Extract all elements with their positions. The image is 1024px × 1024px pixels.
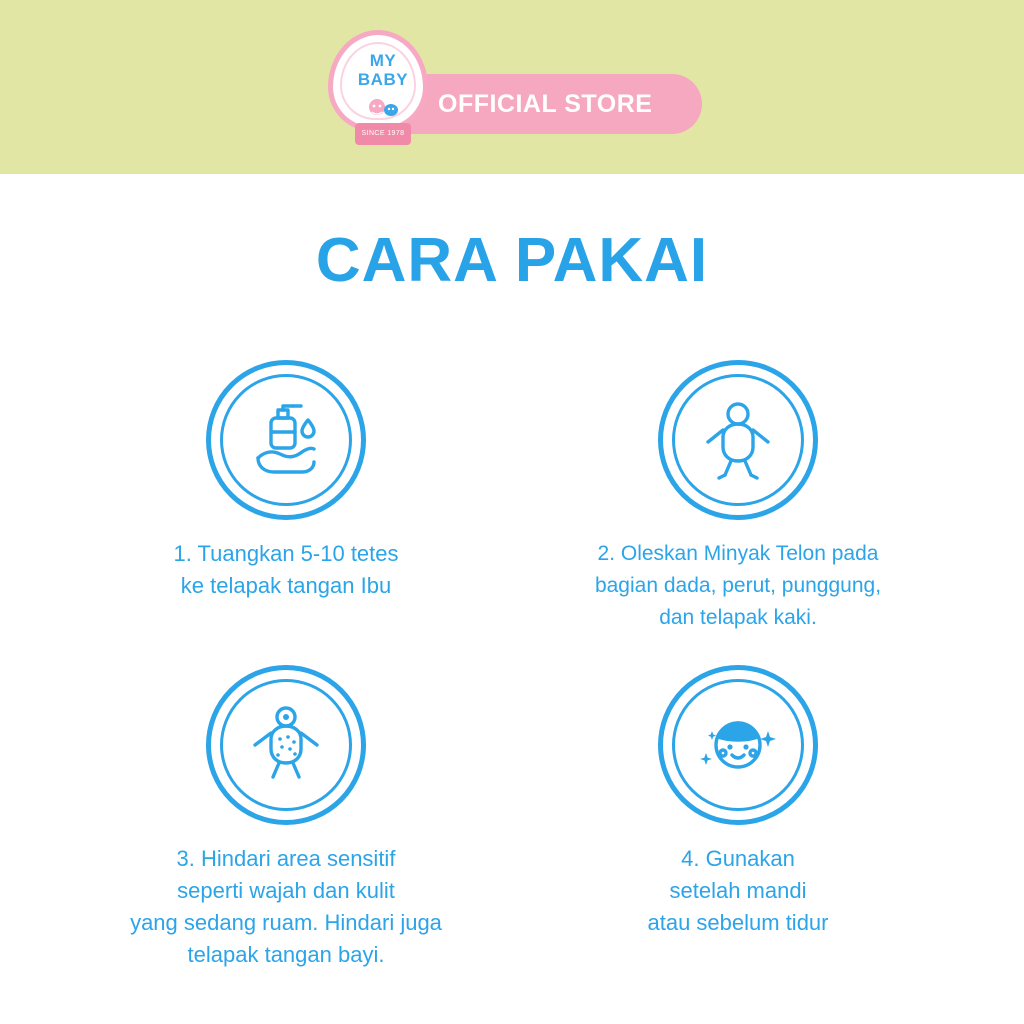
logo-line-1: MY bbox=[369, 51, 397, 70]
step-item-1 bbox=[60, 360, 512, 602]
my-baby-logo bbox=[328, 30, 428, 137]
baby-face-sparkle-icon bbox=[658, 665, 818, 825]
step-caption-3: 3. Hindari area sensitif seperti wajah dan kulit yang sedang ruam. Hindari juga telapak tangan bayi. bbox=[130, 846, 442, 967]
logo-text bbox=[333, 51, 433, 89]
step-item-2 bbox=[512, 360, 964, 634]
brand-lockup bbox=[318, 30, 708, 137]
header-banner bbox=[0, 0, 1024, 174]
baby-body-icon bbox=[658, 360, 818, 520]
step-caption-2: 2. Oleskan Minyak Telon pada bagian dada, perut, punggung, dan telapak kaki. bbox=[594, 542, 882, 629]
logo-line-2: BABY bbox=[357, 70, 409, 89]
logo-badge: SINCE 1978 bbox=[355, 123, 411, 145]
step-caption-4: 4. Gunakan setelah mandi atau sebelum tidur bbox=[647, 846, 829, 935]
official-store-label: OFFICIAL STORE bbox=[438, 90, 653, 118]
baby-mascot-icon bbox=[363, 93, 403, 123]
step-item-4 bbox=[512, 665, 964, 939]
baby-rash-icon bbox=[206, 665, 366, 825]
page-title: CARA PAKAI bbox=[315, 226, 709, 295]
step-caption-1: 1. Tuangkan 5-10 tetes ke telapak tangan Ibu bbox=[173, 541, 399, 598]
pump-bottle-hand-icon bbox=[206, 360, 366, 520]
step-item-3 bbox=[60, 665, 512, 971]
